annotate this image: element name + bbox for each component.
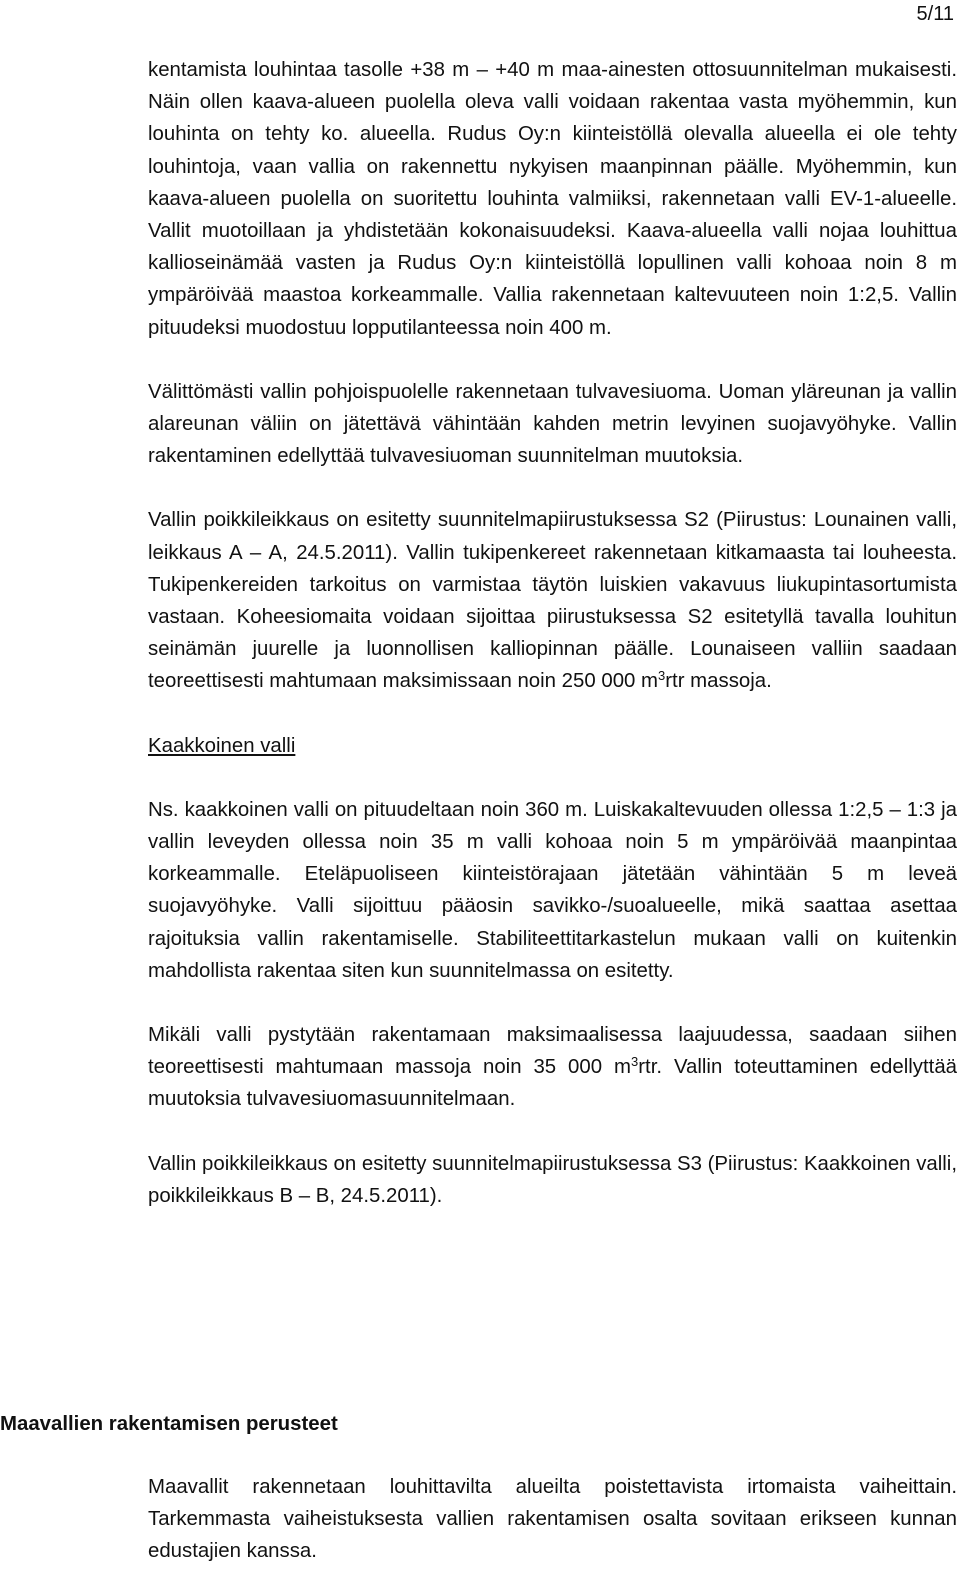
paragraph-text: Mikäli valli pystytään rakentamaan maksimaalisessa laajuudessa, saadaan siihen teoreettisesti mahtumaan massoja noin 35 000 m xyxy=(148,1024,957,1079)
page-number: 5/11 xyxy=(916,3,954,25)
paragraph-tulvavesiuoma: Välittömästi vallin pohjoispuolelle rakennetaan tulvavesiuoma. Uoman yläreunan ja vallin alareunan väliin on jätettävä vähintään kahden metrin levyinen suojavyöhyke. Vallin rakentaminen edellyttää tulvavesiuoman suunnitelman muutoksia. xyxy=(148,380,957,468)
paragraph-poikkileikkaus-s3: Vallin poikkileikkaus on esitetty suunnitelmapiirustuksessa S3 (Piirustus: Kaakkoinen valli, poikkileikkaus B – B, 24.5.2011). xyxy=(148,1152,957,1207)
heading-kaakkoinen-valli: Kaakkoinen valli xyxy=(148,734,296,757)
paragraph-valli-louhinta: kentamista louhintaa tasolle +38 m – +40 m maa-ainesten ottosuunnitelman mukaisesti. Näin ollen kaava-alueen puolella oleva valli voidaan rakentaa vasta myöhemmin, kun louhinta on tehty ko. alueella. Rudus Oy:n kiinteistöllä olevalla alueella ei ole tehty louhintoja, vaan vallia on rakennettu nykyisen maanpinnan päälle. Myöhemmin, kun kaava-alueen puolella on suoritettu louhinta valmiiksi, rakennetaan valli EV-1-alueelle. Vallit muotoillaan ja yhdistetään kokonaisuudeksi. Kaava-alueella valli nojaa louhittua kallioseinämää vasten ja Rudus Oy:n kiinteistöllä lopullinen valli kohoaa noin 8 m ympäröivää maastoa korkeammalle. Vallia rakennetaan kaltevuuteen noin 1:2,5. Vallin pituudeksi muodostuu lopputilanteessa noin 400 m. xyxy=(148,59,957,339)
document-body-section xyxy=(148,1471,957,1568)
section-title: Maavallien rakentamisen perusteet xyxy=(0,1413,338,1435)
superscript: 3 xyxy=(658,668,666,684)
paragraph-text: Vallin poikkileikkaus on esitetty suunnitelmapiirustuksessa S2 (Piirustus: Lounainen valli, leikkaus A – A, 24.5.2011). Vallin tukipenkereet rakennetaan kitkamaasta tai louheesta. Tukipenkereiden tarkoitus on varmistaa täytön luiskien vakavuus liukupintasortumista vastaan. Koheesiomaita voidaan sijoittaa piirustuksessa S2 esitetyllä tavalla louhitun seinämän juurelle ja luonnollisen kalliopinnan päälle. Lounaiseen valliin saadaan teoreettisesti mahtumaan maksimissaan noin 250 000 m xyxy=(148,509,957,693)
paragraph-text: rtr. Vallin toteuttaminen edellyttää muutoksia tulvavesiuomasuunnitelmaan. xyxy=(148,1056,957,1111)
paragraph-kaakkoinen-valli: Ns. kaakkoinen valli on pituudeltaan noin 360 m. Luiskakaltevuuden ollessa 1:2,5 – 1:3 ja vallin leveyden ollessa noin 35 m valli kohoaa noin 5 m ympäröivää maanpintaa korkeammalle. Eteläpuoliseen kiinteistörajaan jätetään vähintään 5 m leveä suojavyöhyke. Valli sijoittuu pääosin savikko-/suoalueelle, mikä saattaa asettaa rajoituksia vallin rakentamiselle. Stabiliteettitarkastelun mukaan valli on kuitenkin mahdollista rakentaa siten kun suunnitelmassa on esitetty. xyxy=(148,798,957,982)
paragraph-maksimaalinen-laajuus xyxy=(148,1019,957,1116)
paragraph-maavallit-vaiheittain: Maavallit rakennetaan louhittavilta alueilta poistettavista irtomaista vaiheittain. Tarkemmasta vaiheistuksesta vallien rakentamisen osalta sovitaan erikseen kunnan edustajien kanssa. xyxy=(148,1476,957,1563)
document-body xyxy=(148,54,957,1212)
paragraph-text: rtr massoja. xyxy=(665,670,772,693)
superscript: 3 xyxy=(631,1054,639,1070)
paragraph-poikkileikkaus-s2 xyxy=(148,504,957,697)
